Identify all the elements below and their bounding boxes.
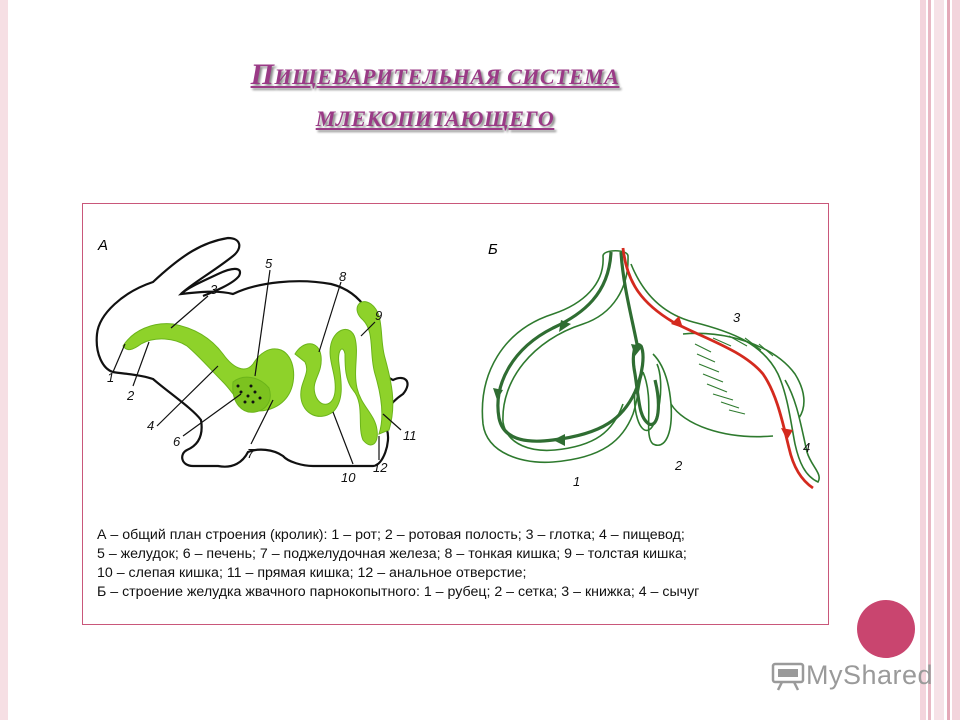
svg-text:11: 11 <box>403 428 417 443</box>
slide-title-line2: МЛЕКОПИТАЮЩЕГО <box>315 106 555 131</box>
caption-line: Б – строение желудка жвачного парнокопытного: 1 – рубец; 2 – сетка; 3 – книжка; 4 – сычуг <box>97 584 700 600</box>
slide-title-line1: ПИЩЕВАРИТЕЛЬНАЯ СИСТЕМА <box>250 58 620 91</box>
caption-line: 10 – слепая кишка; 11 – прямая кишка; 12 – анальное отверстие; <box>97 565 527 581</box>
svg-text:2: 2 <box>675 458 683 473</box>
svg-text:7: 7 <box>247 446 255 461</box>
right-border-decoration <box>920 0 960 720</box>
svg-text:5: 5 <box>265 256 273 271</box>
svg-text:8: 8 <box>339 269 347 284</box>
panel-a-label: А <box>98 237 109 254</box>
svg-text:4: 4 <box>147 418 155 433</box>
myshared-logo <box>770 655 933 695</box>
svg-text:4: 4 <box>803 440 811 455</box>
svg-text:10: 10 <box>341 470 356 485</box>
panel-b-label: Б <box>488 241 498 258</box>
svg-text:9: 9 <box>375 308 383 323</box>
svg-text:1: 1 <box>107 370 115 385</box>
rabbit-digestive-tract <box>123 302 393 445</box>
projector-icon <box>770 658 806 692</box>
svg-text:3: 3 <box>733 310 741 325</box>
svg-text:12: 12 <box>373 460 388 475</box>
diagram-panel <box>82 203 829 625</box>
svg-text:2: 2 <box>127 388 135 403</box>
svg-text:1: 1 <box>573 474 581 489</box>
food-path-red-arrow <box>623 248 813 488</box>
digestive-diagram <box>83 204 828 524</box>
diagram-caption <box>97 526 817 602</box>
decorative-circle <box>857 600 915 658</box>
logo-text: MyShared <box>806 659 934 690</box>
caption-line: 5 – желудок; 6 – печень; 7 – поджелудочная железа; 8 – тонкая кишка; 9 – толстая кишка; <box>97 546 687 562</box>
svg-text:6: 6 <box>173 434 181 449</box>
ruminant-stomach-outline <box>482 251 819 482</box>
caption-line: А – общий план строения (кролик): 1 – рот; 2 – ротовая полость; 3 – глотка; 4 – пищевод; <box>97 527 685 543</box>
svg-text:3: 3 <box>210 282 218 297</box>
